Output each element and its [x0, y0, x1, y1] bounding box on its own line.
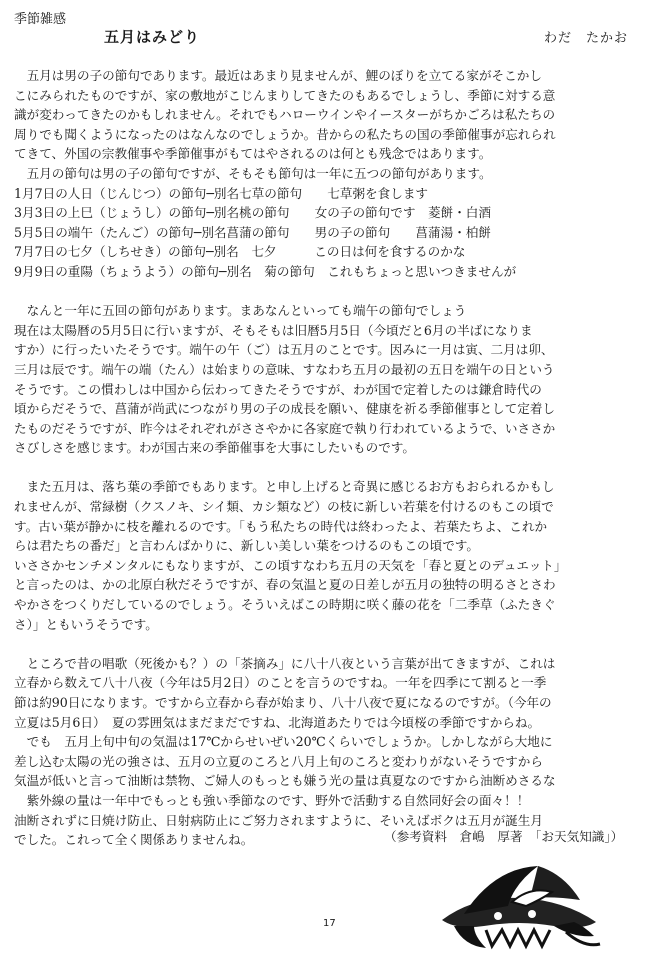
body-line: やかさをつくりだしているのでしょう。そういえばこの時期に咲く藤の花を「二季草（ふたきぐ — [14, 597, 556, 613]
body-line: また五月は、落ち葉の季節でもあります。と申し上げると奇異に感じるお方もおられるかもし — [14, 479, 555, 495]
body-line: 五月の節句は男の子の節句ですが、そもそも節句は一年に五つの節句があります。 — [14, 165, 492, 181]
body-line: てきて、外国の宗教催事や季節催事がもてはやされるのは何とも残念ではあります。 — [14, 146, 492, 162]
body-line: たものだそうですが、昨今はそれぞれがささやかに各家庭で執り行われているようで、いささか — [14, 420, 556, 436]
body-line: 周りでも聞くようになったのはなんなのでしょうか。昔からの私たちの国の季節催事が忘れられ — [14, 126, 556, 142]
reference-note: （参考資料 倉嶋 厚著 「お天気知識」） — [384, 829, 624, 844]
paragraph-spacer — [14, 634, 662, 654]
body-line: 識が変わってきたのかもしれません。それでもハローウインやイースターがちかごろは私たちの — [14, 107, 556, 123]
kabuto-helmet-icon — [434, 856, 604, 951]
body-line: 9月9日の重陽（ちょうよう）の節句─別名 菊の節句 これもちょっと思いつきませんが — [14, 263, 517, 279]
column-category: 季節雑感 — [14, 12, 67, 27]
body-line: 3月3日の上巳（じょうし）の節句─別名桃の節句 女の子の節句です 菱餅・白酒 — [14, 205, 491, 221]
body-line: さ）」ともいうそうです。 — [14, 616, 158, 632]
body-line: なんと一年に五回の節句があります。まあなんといっても端午の節句でしょう — [14, 303, 467, 319]
body-line: でした。これって全く関係ありませんね。 — [14, 832, 254, 848]
body-line: 気温が低いと言って油断は禁物、ご婦人のもっとも嫌う光の量は真夏なのですから油断めさるな — [14, 773, 556, 789]
body-line: れませんが、常緑樹（クスノキ、シイ類、カシ類など）の枝に新しい若葉を付けるのもこの頃で — [14, 499, 554, 515]
body-line: でも 五月上旬中旬の気温は17℃からせいぜい20℃くらいでしょうか。しかしながら大地に — [14, 734, 553, 750]
body-line: す。古い葉が静かに枝を離れるのです。「もう私たちの時代は終わったよ、若葉たちよ、これか — [14, 518, 548, 534]
body-line: 節は約90日になります。ですから立春から春が始まり、八十八夜で夏になるのですが。（今年の — [14, 695, 552, 710]
body-line: さびしさを感じます。わが国古来の季節催事を大事にしたいものです。 — [14, 440, 415, 456]
body-line: 差し込む太陽の光の強さは、五月の立夏のころと八月上旬のころと変わりがないそうですから — [14, 753, 543, 769]
body-line: 1月7日の人日（じんじつ）の節句─別名七草の節句 七草粥を食します — [14, 185, 429, 201]
body-line: いささかセンチメンタルにもなりますが、この頃すなわち五月の天気を「春と夏とのデュエット」 — [14, 557, 567, 573]
body-line: 紫外線の量は一年中でもっとも強い季節なのです、野外で活動する自然同好会の面々！！ — [14, 792, 530, 808]
body-line: 三月は辰です。端午の端（たん）は始まりの意味、すなわち五月の最初の五日を端午の日という — [14, 361, 555, 377]
body-line: そうです。この慣わしは中国から伝わってきたそうですが、わが国で定着したのは鎌倉時代の — [14, 381, 542, 397]
body-line: 頃からだそうで、菖蒲が尚武につながり男の子の成長を願い、健康を祈る季節催事として定着し — [14, 401, 556, 417]
body-line: 五月は男の子の節句であります。最近はあまり見ませんが、鯉のぼりを立てる家がそこかし — [14, 68, 542, 83]
body-line: 立夏は5月6日） 夏の雰囲気はまだまだですね、北海道あたりでは今頃桜の季節ですからね。 — [14, 714, 541, 730]
body-line: 現在は太陽暦の5月5日に行いますが、そもそもは旧暦5月5日（今頃だと6月の半ばになりま — [14, 322, 533, 338]
article-title: 五月はみどり — [104, 28, 201, 46]
body-line: 7月7日の七夕（しちせき）の節句─別名 七夕 この日は何を食するのかな — [14, 244, 466, 260]
body-line: と言ったのは、かの北原白秋だそうですが、春の気温と夏の日差しが五月の独特の明るさとさわ — [14, 577, 556, 593]
body-line: こにみられたものですが、家の敷地がこじんまりしてきたのもあるでしょうし、季節に対する意 — [14, 87, 556, 103]
author-name: わだ たかお — [544, 31, 629, 46]
page-number: 17 — [323, 918, 336, 929]
body-line: すか）に行ったいたそうです。端午の午（ご）は五月のことです。因みに一月は寅、二月は卯、 — [14, 342, 554, 358]
body-line: 立春から数えて八十八夜（今年は5月2日）のことを言うのですね。一年を四季にて割ると一季 — [14, 675, 547, 691]
body-line: 油断されずに日焼け防止、日射病防止にご努力されますように、そいえばボクは五月が誕生月 — [14, 812, 543, 828]
article-body — [14, 66, 662, 850]
body-line: ところで昔の唱歌（死後かも？）の「茶摘み」に八十八夜という言葉が出てきますが、これは — [14, 655, 556, 671]
body-line: らは君たちの番だ」と言わんばかりに、新しい美しい葉をつけるのもこの頃です。 — [14, 538, 479, 554]
paragraph-spacer — [14, 458, 662, 478]
body-line: 5月5日の端午（たんご）の節句─別名菖蒲の節句 男の子の節句 菖蒲湯・柏餅 — [14, 224, 491, 240]
paragraph-spacer — [14, 282, 662, 302]
